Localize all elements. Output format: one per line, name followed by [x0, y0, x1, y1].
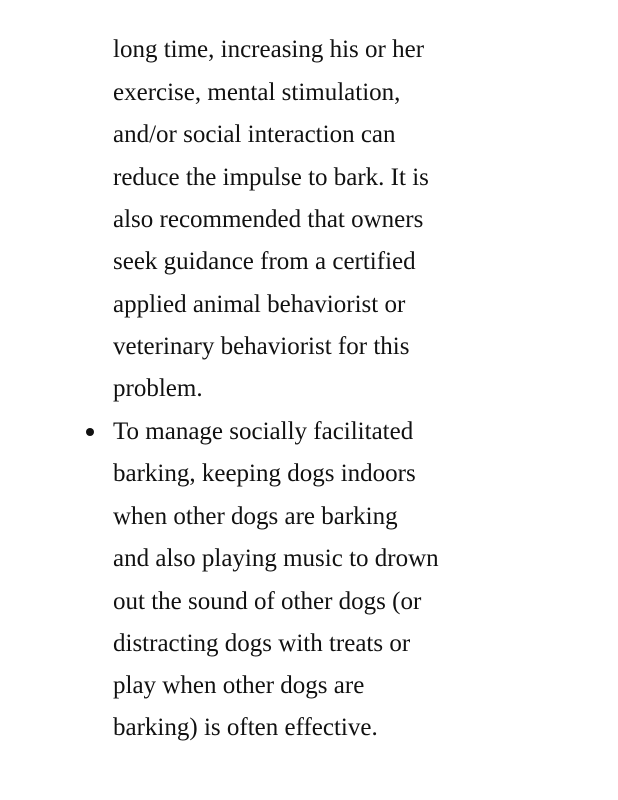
text-line: when other dogs are barking: [113, 503, 398, 530]
text-line: barking, keeping dogs indoors: [113, 460, 416, 487]
text-line: seek guidance from a certified: [113, 248, 416, 275]
text-line: To manage socially facilitated: [113, 418, 414, 445]
text-line: distracting dogs with treats or: [113, 630, 411, 657]
text-line: also recommended that owners: [113, 206, 424, 233]
text-line: applied animal behaviorist or: [113, 291, 406, 318]
text-line: exercise, mental stimulation,: [113, 79, 401, 106]
text-line: and also playing music to drown: [113, 545, 439, 572]
text-line: out the sound of other dogs (or: [113, 588, 422, 615]
bullet-icon: [86, 428, 94, 436]
text-line: play when other dogs are: [113, 672, 365, 699]
text-line: long time, increasing his or her: [113, 36, 425, 63]
text-line: and/or social interaction can: [113, 121, 396, 148]
text-line: reduce the impulse to bark. It is: [113, 164, 429, 191]
text-line: veterinary behaviorist for this: [113, 333, 410, 360]
text-line: problem.: [113, 375, 203, 402]
text-line: barking) is often effective.: [113, 714, 378, 741]
